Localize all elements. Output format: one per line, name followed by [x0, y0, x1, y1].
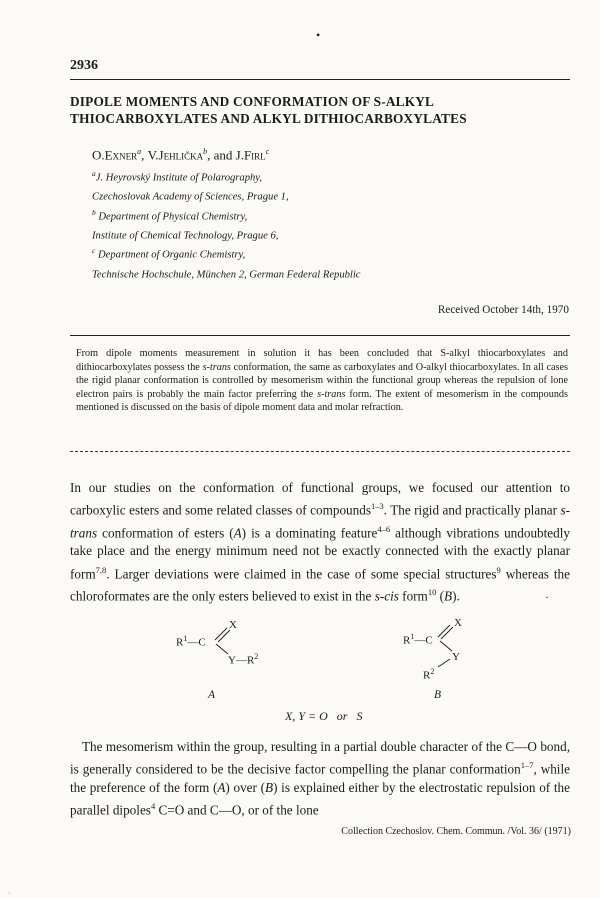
speck-mark: •: [316, 28, 321, 42]
author-1-mark: a: [137, 147, 142, 156]
body-paragraph-1: In our studies on the conformation of functional groups, we focused our attention to carboxylic esters and some related classes of compounds$^{1-3}$. The rigid and practically planar s-trans conformation of esters (A) is a dominating feature$^{4-6}$ although vibrations undoubtedly take place and the energy minimum need not be exactly connected with the exactly planar form$^{7,8}$. Larger deviations were claimed in the case of some special structures$^9$ whereas the chloroformates are the only esters believed to exist in the s-cis form$^{10}$ (B).: [70, 480, 571, 604]
structure-B-x: X: [454, 617, 462, 629]
affiliations: [92, 167, 361, 283]
affiliation-line: Czechoslovak Academy of Sciences, Prague 1,: [92, 191, 289, 203]
page-number: 2936: [70, 58, 98, 73]
affiliation-line: $^b$ Department of Physical Chemistry,: [92, 207, 248, 223]
speck-mark: ·: [545, 590, 549, 604]
author-and: , and: [207, 147, 236, 163]
affiliation-line: $^c$ Department of Organic Chemistry,: [92, 246, 246, 261]
abstract-bottom-rule: [70, 451, 570, 452]
author-3: J.Firl: [235, 147, 266, 163]
received-date: Received October 14th, 1970: [437, 304, 569, 316]
structure-B-r1: $R^1—C$: [403, 632, 433, 647]
article-title: [70, 93, 570, 127]
structure-A-label: A: [208, 689, 216, 701]
speck-mark: ·: [8, 889, 11, 898]
header-rule: [70, 79, 570, 80]
abstract-top-rule: [70, 335, 570, 336]
title-line-2: THIOCARBOXYLATES AND ALKYL DITHIOCARBOXYLATES: [70, 111, 467, 126]
structure-B-r2: $R^2$: [423, 667, 435, 682]
author-2: V.Jehlička: [147, 147, 204, 163]
structure-A-x: X: [229, 619, 237, 631]
author-line: O.Exner$^a$, V.Jehlička$^b$, and J.Firl$^c$: [92, 147, 270, 163]
body-paragraph-2: The mesomerism within the group, resulting in a partial double character of the C—O bond, is generally considered to be the decisive factor compelling the planar conformation$^{1-7}$, while the preference of the form (A) over (B) is explained either by the electrostatic repulsion of the parallel dipoles$^4$ C=O and C—O, or of the lone: [70, 739, 570, 818]
author-3-mark: c: [265, 147, 270, 156]
author-2-mark: b: [203, 147, 208, 156]
structure-B-y: Y: [452, 651, 460, 663]
title-line-1: DIPOLE MOMENTS AND CONFORMATION OF S-ALKYL: [70, 94, 435, 109]
author-1: O.Exner: [92, 147, 138, 163]
affiliation-line: Technische Hochschule, München 2, German Federal Republic: [92, 269, 361, 281]
structure-B-label: B: [434, 689, 442, 701]
journal-footer: Collection Czechoslov. Chem. Commun. /Vol. 36/ (1971): [341, 826, 571, 837]
abstract: From dipole moments measurement in solution it has been concluded that S-alkyl thiocarboxylates and dithiocarboxylates possess the s-trans conformation, the same as carboxylates and O-alkyl thiocarboxylates. In all cases the rigid planar conformation is controlled by mesomerism within the functional group whereas the repulsion of lone electron pairs is probably the main factor preferring the s-trans form. The extent of mesomerism in the compounds mentioned is discussed on the basis of dipole moment data and molar refraction.: [76, 348, 569, 414]
affiliation-line: $^a$J. Heyrovský Institute of Polarography,: [92, 169, 263, 184]
structure-caption: X, Y = O or S: [285, 709, 363, 723]
structure-A-y: $Y—R^2$: [228, 652, 259, 667]
structure-A-r1: $R^1—C$: [176, 634, 206, 649]
affiliation-line: Institute of Chemical Technology, Prague 6,: [92, 230, 279, 242]
